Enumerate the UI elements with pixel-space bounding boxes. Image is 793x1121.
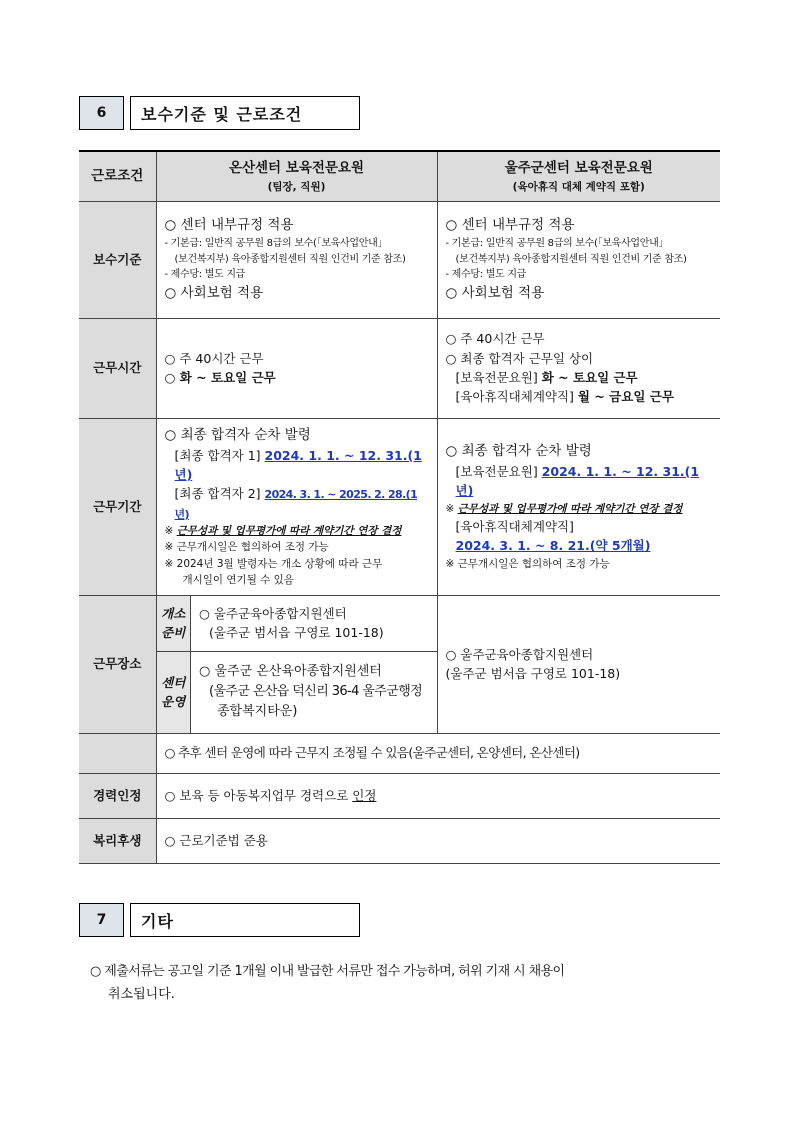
- period-ulju: [437, 418, 720, 595]
- period-onsan-l2: [165, 446, 431, 485]
- hours-ulju: [437, 318, 720, 418]
- section-number: 7: [79, 903, 124, 937]
- pay-ulju-l5: ○ 사회보험 적용: [445, 284, 545, 301]
- hours-ulju-l1: ○ 주 40시간 근무: [445, 331, 545, 347]
- period-onsan-l3-date: 2024. 3. 1. ~ 2025. 2. 28.(1년): [174, 488, 418, 521]
- place-ulju: [437, 595, 720, 733]
- hours-ulju-l3: [446, 368, 715, 387]
- period-row: [79, 418, 720, 595]
- place-label: 근무장소: [79, 595, 156, 733]
- hours-label: 근무시간: [79, 318, 156, 418]
- section-7-heading: [79, 903, 360, 937]
- place-side-prepare: 개소 준비: [157, 596, 191, 652]
- table-header-row: [79, 151, 720, 201]
- career-underlined: 인정: [352, 787, 377, 803]
- place-label-cont: [79, 733, 156, 773]
- place-operate-l2: (울주군 온산읍 덕신리 36-4 울주군행정: [209, 684, 423, 700]
- hours-onsan-l1: ○ 주 40시간 근무: [164, 350, 264, 366]
- hours-onsan: [156, 318, 437, 418]
- pay-onsan-l5: ○ 사회보험 적용: [164, 284, 264, 301]
- hours-ulju-l2: ○ 최종 합격자 근무일 상이: [445, 350, 594, 366]
- period-onsan-l7: 개시일이 연기될 수 있음: [182, 573, 294, 586]
- section-number: 6: [79, 96, 124, 130]
- header-onsan-sub: (팀장, 직원): [267, 180, 326, 193]
- period-ulju-l4: [육아휴직대체계약직]: [455, 518, 574, 534]
- header-onsan-title: 온산센터 보육전문요원: [228, 159, 365, 176]
- period-onsan-l2-date: 2024. 1. 1. ~ 12. 31.(1년): [174, 447, 422, 483]
- period-onsan-l4-mark: ※: [164, 525, 174, 538]
- period-onsan-l3: [165, 484, 431, 523]
- place-operate: [191, 652, 437, 733]
- pay-onsan-l2: - 기본급: 일반직 공무원 8급의 보수(「보육사업안내」: [164, 238, 388, 250]
- pay-row: [79, 201, 720, 318]
- place-prepare-l1: ○ 울주군육아종합지원센터: [199, 605, 347, 621]
- pay-ulju-l1: ○ 센터 내부규정 적용: [445, 217, 575, 234]
- pay-ulju-l3: (보건복지부) 육아종합지원센터 직원 인건비 기준 참조): [455, 253, 687, 265]
- header-conditions: 근로조건: [79, 151, 156, 201]
- pay-onsan-l1: ○ 센터 내부규정 적용: [164, 217, 294, 234]
- etc-paragraph: [90, 960, 720, 1007]
- hours-row: [79, 318, 720, 418]
- period-label: 근무기간: [79, 418, 156, 595]
- place-ulju-l2: (울주군 범서읍 구영로 101-18): [445, 666, 621, 681]
- welfare-text: ○ 근로기준법 준용: [156, 818, 720, 863]
- period-onsan-l4-text: 근무성과 및 업무평가에 따라 계약기간 연장 결정: [176, 525, 402, 538]
- period-ulju-l3-text: 근무성과 및 업무평가에 따라 계약기간 연장 결정: [457, 502, 683, 515]
- section-6-heading: [79, 96, 360, 130]
- period-onsan-l1: ○ 최종 합격자 순차 발령: [164, 426, 311, 443]
- period-ulju-l2: [446, 462, 715, 501]
- pay-onsan-l3: (보건복지부) 육아종합지원센터 직원 인건비 기준 참조): [174, 253, 406, 265]
- welfare-label: 복리후생: [79, 818, 156, 863]
- header-ulju-title: 울주군센터 보육전문요원: [504, 159, 653, 176]
- place-prepare: [191, 596, 437, 652]
- section-title: 기타: [130, 903, 360, 937]
- place-onsan-inner: [157, 596, 437, 733]
- etc-line-2: 취소됩니다.: [108, 987, 175, 1003]
- place-note: ○ 추후 센터 운영에 따라 근무지 조정될 수 있음(울주군센터, 온양센터, 온산센터): [156, 733, 720, 773]
- hours-ulju-l4-days: 월 ~ 금요일 근무: [577, 389, 674, 405]
- hours-ulju-l4-prefix: [육아휴직대체계약직]: [455, 389, 574, 405]
- pay-ulju: [437, 201, 720, 318]
- career-cell: [156, 773, 720, 818]
- work-conditions-table: [79, 150, 720, 864]
- period-ulju-l2-prefix: [보육전문요원]: [455, 463, 538, 479]
- period-ulju-l2-date: 2024. 1. 1. ~ 12. 31.(1년): [455, 463, 700, 499]
- hours-onsan-l2: ○ 화 ~ 토요일 근무: [164, 370, 276, 385]
- pay-ulju-l2: - 기본급: 일반직 공무원 8급의 보수(「보육사업안내」: [445, 238, 669, 250]
- place-row: [79, 595, 720, 733]
- period-ulju-l5-date: 2024. 3. 1. ~ 8. 21.(약 5개월): [455, 538, 651, 554]
- pay-ulju-l4: - 제수당: 별도 지급: [445, 269, 527, 281]
- place-side-operate: 센터 운영: [157, 652, 191, 733]
- etc-line-1: ○ 제출서류는 공고일 기준 1개월 이내 발급한 서류만 접수 가능하며, 허위 기재 시 채용이: [90, 964, 565, 979]
- period-onsan-l3-prefix: [최종 합격자 2]: [174, 486, 261, 502]
- place-onsan: [156, 595, 437, 733]
- period-onsan-l2-prefix: [최종 합격자 1]: [174, 447, 261, 463]
- career-label: 경력인정: [79, 773, 156, 818]
- hours-ulju-l3-prefix: [보육전문요원]: [455, 370, 538, 385]
- career-row: [79, 773, 720, 818]
- place-prepare-l2: (울주군 범서읍 구영로 101-18): [209, 625, 384, 641]
- welfare-row: [79, 818, 720, 863]
- header-ulju: [437, 151, 720, 201]
- hours-ulju-l3-days: 화 ~ 토요일 근무: [541, 370, 638, 385]
- pay-label: 보수기준: [79, 201, 156, 318]
- place-ulju-l1: ○ 울주군육아종합지원센터: [445, 646, 594, 662]
- section-title: 보수기준 및 근로조건: [130, 96, 360, 130]
- period-onsan: [156, 418, 437, 595]
- period-ulju-l3-mark: ※: [445, 502, 455, 515]
- place-operate-l3: 종합복지타운): [217, 704, 298, 720]
- period-ulju-l6: ※ 근무개시일은 협의하여 조정 가능: [445, 557, 610, 570]
- pay-onsan: [156, 201, 437, 318]
- header-onsan: [156, 151, 437, 201]
- place-note-row: [79, 733, 720, 773]
- header-ulju-sub: (육아휴직 대체 계약직 포함): [512, 180, 645, 193]
- period-ulju-l1: ○ 최종 합격자 순차 발령: [445, 443, 592, 460]
- period-onsan-l5: ※ 근무개시일은 협의하여 조정 가능: [164, 541, 329, 554]
- period-onsan-l6: ※ 2024년 3월 발령자는 개소 상황에 따라 근무: [164, 557, 383, 570]
- career-text: ○ 보육 등 아동복지업무 경력으로: [164, 787, 349, 803]
- place-operate-l1: ○ 울주군 온산육아종합지원센터: [199, 664, 382, 680]
- period-ulju-l3: [446, 501, 715, 517]
- hours-ulju-l4: [446, 387, 715, 406]
- pay-onsan-l4: - 제수당: 별도 지급: [164, 269, 246, 281]
- period-onsan-l4: [165, 523, 431, 539]
